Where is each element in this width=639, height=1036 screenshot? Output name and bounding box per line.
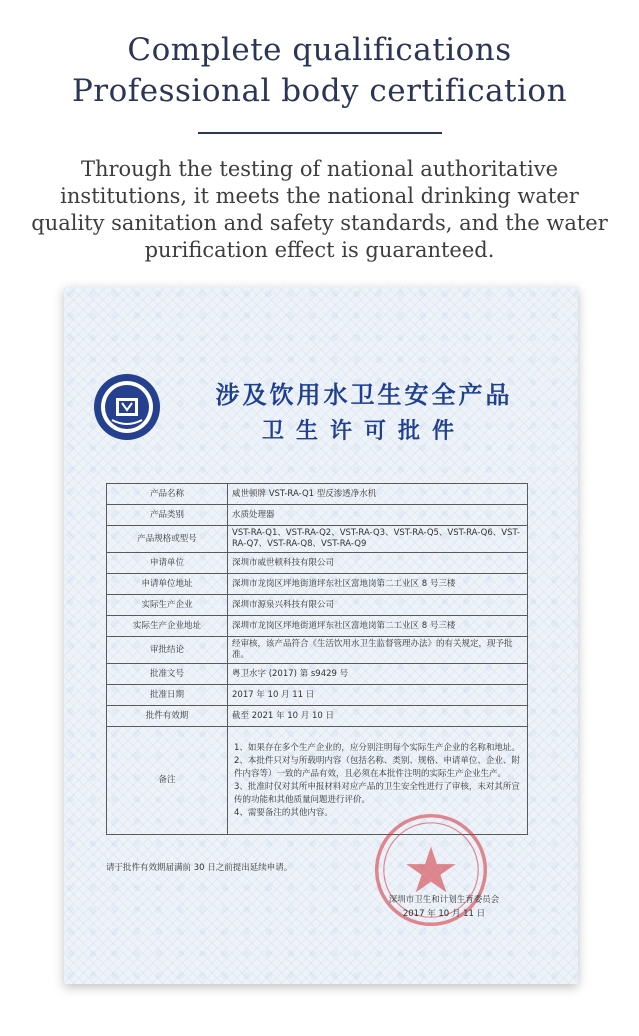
row-label: 产品规格或型号 <box>107 526 228 553</box>
issue-date: 2017 年 10 月 11 日 <box>402 909 486 919</box>
row-value: VST-RA-Q1、VST-RA-Q2、VST-RA-Q3、VST-RA-Q5、VST-RA-Q6、VST-RA-Q7、VST-RA-Q8、VST-RA-Q9 <box>228 526 528 553</box>
table-row <box>107 685 528 706</box>
notes-list <box>232 742 523 820</box>
row-value: 截至 2021 年 10 月 10 日 <box>228 706 528 727</box>
intro-paragraph: Through the testing of national authoritative institutions, it meets the national drinking water quality sanitation and safety standards, and the water purification effect is guaranteed. <box>31 157 608 262</box>
table-row <box>107 664 528 685</box>
table-row <box>107 706 528 727</box>
row-label: 批准文号 <box>107 664 228 685</box>
health-inspection-emblem-icon <box>92 372 162 442</box>
note-item: 3、批准时仅对其所申报材料对应产品的卫生安全性进行了审核，未对其所宣传的功能和其他质量问题进行评价。 <box>234 781 520 805</box>
hygiene-certificate <box>64 287 578 984</box>
row-value: 2017 年 10 月 11 日 <box>228 685 528 706</box>
row-label: 申请单位地址 <box>107 574 228 595</box>
table-row <box>107 553 528 574</box>
table-row <box>107 595 528 616</box>
headline <box>0 30 639 112</box>
table-row <box>107 616 528 637</box>
renewal-note: 请于批件有效期届满前 30 日之前提出延续申请。 <box>106 863 293 873</box>
row-value: 威世顿牌 VST-RA-Q1 型反渗透净水机 <box>228 484 528 505</box>
notes-label: 备注 <box>107 727 228 835</box>
row-value: 深圳市威世顿科技有限公司 <box>228 553 528 574</box>
row-label: 产品类别 <box>107 505 228 526</box>
table-row <box>107 484 528 505</box>
row-label: 实际生产企业地址 <box>107 616 228 637</box>
note-item: 2、本批件只对与所载明内容（包括名称、类别、规格、申请单位、企业、附件内容等）一致的产品有效，且必须在本批件注明的实际生产企业生产。 <box>234 755 520 779</box>
note-item: 4、需要备注的其他内容。 <box>234 807 333 818</box>
row-label: 产品名称 <box>107 484 228 505</box>
note-item: 1、如果存在多个生产企业的，应分别注明每个实际生产企业的名称和地址。 <box>234 742 520 753</box>
certificate-title: 涉及饮用水卫生安全产品 <box>215 380 513 409</box>
row-value: 深圳市龙岗区坪地街道坪东社区富地岗第二工业区 8 号三楼 <box>228 574 528 595</box>
row-label: 批件有效期 <box>107 706 228 727</box>
issuing-authority: 深圳市卫生和计划生育委员会 <box>388 895 500 905</box>
row-value: 粤卫水字 (2017) 第 s9429 号 <box>228 664 528 685</box>
row-label: 审批结论 <box>107 637 228 664</box>
certificate-table <box>106 483 528 835</box>
table-row <box>107 526 528 553</box>
row-value: 经审核，该产品符合《生活饮用水卫生监督管理办法》的有关规定，现予批准。 <box>228 637 528 664</box>
row-value: 深圳市源泉兴科技有限公司 <box>228 595 528 616</box>
table-row <box>107 505 528 526</box>
headline-divider <box>198 132 442 134</box>
headline-line-1: Complete qualifications <box>127 32 512 68</box>
row-label: 实际生产企业 <box>107 595 228 616</box>
table-row <box>107 574 528 595</box>
row-label: 批准日期 <box>107 685 228 706</box>
headline-line-2: Professional body certification <box>71 73 568 109</box>
table-row <box>107 637 528 664</box>
row-label: 申请单位 <box>107 553 228 574</box>
certificate-subtitle: 卫生许可批件 <box>261 418 466 444</box>
row-value: 深圳市龙岗区坪地街道坪东社区富地岗第二工业区 8 号三楼 <box>228 616 528 637</box>
row-value: 水质处理器 <box>228 505 528 526</box>
